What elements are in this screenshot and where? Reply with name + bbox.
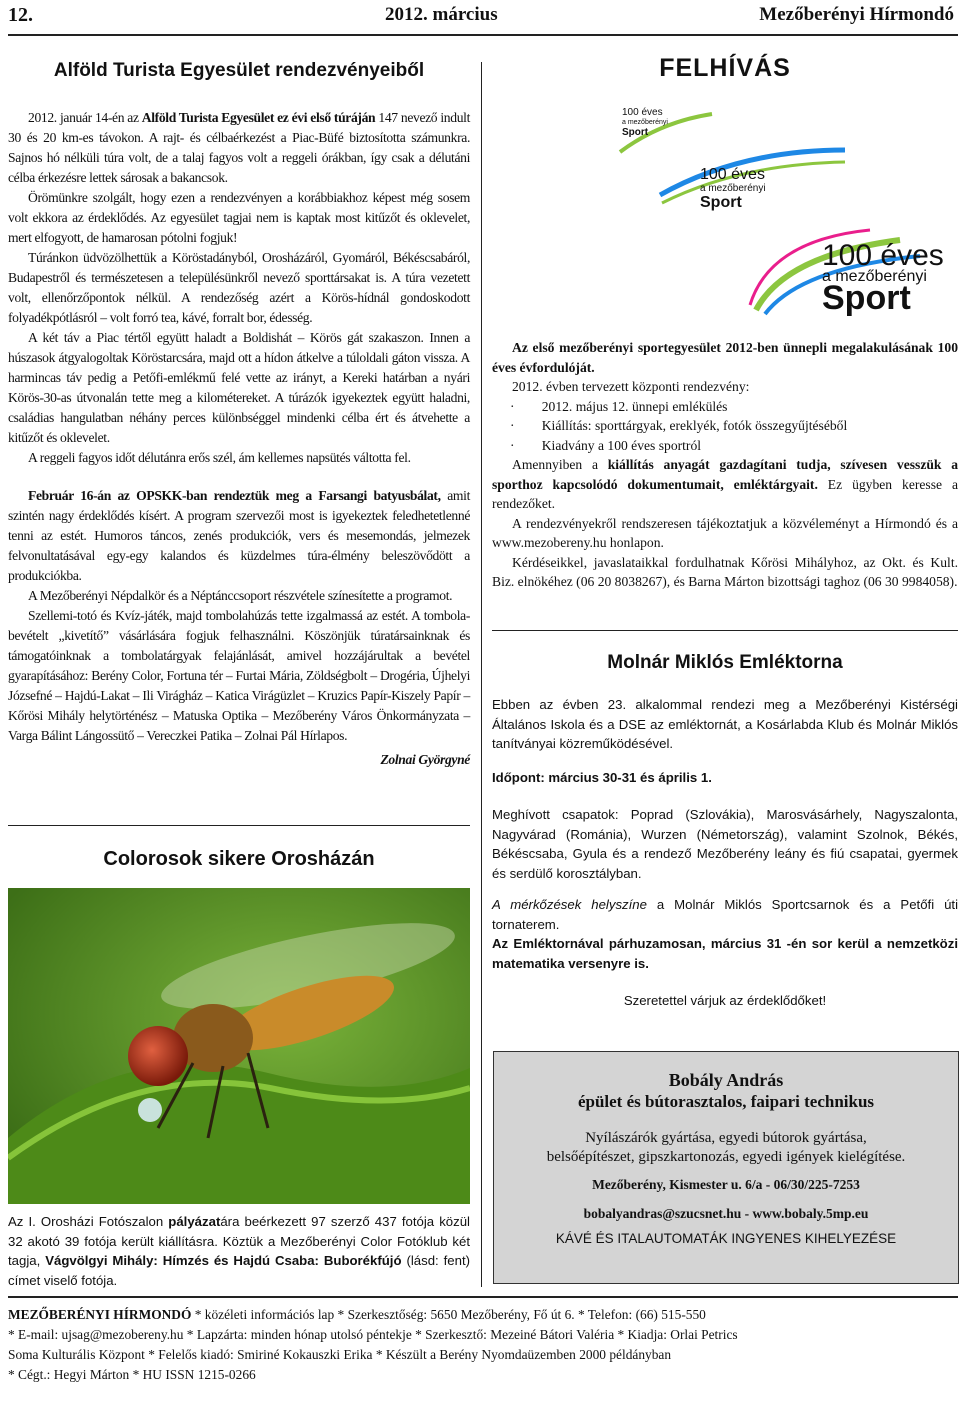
section-rule [492, 630, 958, 631]
section-title: Colorosok sikere Orosházán [103, 848, 375, 870]
article-paragraph: 2012. január 14-én az Alföld Turista Egyesület ez évi első túráján 147 nevező indult 30 és 20 km-es távokon. A rajt- és célbaérkezést a Piac-Büfé biztosította számunkra. Sajnos hó nélküli túra volt, de a talaj fagyos volt a reggeli órákban, így csak a délutáni célba érkezésre lettek sárosak a bakancsok. [8, 110, 471, 185]
ad-address: Mezőberény, Kismester u. 6/a - 06/30/225-7253 [592, 1177, 860, 1192]
ad-name: Bobály András [668, 1070, 784, 1090]
footer-line: Soma Kulturális Központ * Felelős kiadó: Smiriné Kokauszki Erika * Készült a Berény Nyomdaüzemben 2000 példányban [8, 1347, 672, 1362]
bullet-item: · Kiállítás: sporttárgyak, ereklyék, fotók összegyűjtéséből [510, 418, 848, 433]
ad-line: Nyílászárók gyártása, egyedi bútorok gyártása, [585, 1130, 867, 1146]
ad-trade: épület és bútorasztalos, faipari technikus [577, 1092, 875, 1111]
column-divider [481, 62, 482, 1287]
ad-line: belsőépítészet, gipszkartonozás, egyedi igények kielégítése. [546, 1149, 906, 1165]
footer-rule [8, 1296, 958, 1298]
contact-paragraph: Kérdéseikkel, javaslataikkal fordulhatnak Kőrösi Mihályhoz, az Okt. és Kult. Biz. elnökéhez (06 20 8038267), és Barna Márton bizottsági taghoz (06 30 9984058). [492, 554, 958, 589]
molnar-paragraph: Ebben az évben 23. alkalommal rendezi meg a Mezőberényi Kistérségi Általános Iskola és a DSE az emléktornát, a Kosárlabda Klub és Molnár Miklós tanítványai közreműködésével. [492, 697, 958, 751]
advertisement-box [493, 1051, 959, 1284]
fly-photo [8, 888, 470, 1204]
molnar-welcome: Szeretettel várjuk az érdeklődőket! [623, 993, 827, 1008]
footer-line: * E-mail: ujsag@mezobereny.hu * Lapzárta: minden hónap utolsó péntekje * Szerkesztő: Mezeiné Bátori Valéria * Kiadja: Orlai Petrics [8, 1327, 738, 1342]
molnar-title: Molnár Miklós Emléktorna [607, 652, 843, 673]
sport-logo-area [600, 100, 960, 318]
fly-illustration [8, 888, 470, 1204]
paper-name: Mezőberényi Hírmondó [759, 4, 954, 25]
ad-email: bobalyandras@szucsnet.hu - www.bobaly.5mp.eu [583, 1206, 869, 1221]
signature: Zolnai Györgyné [380, 752, 470, 767]
article-paragraph: A reggeli fagyos időt délutánra erős szél, ám kellemes napsütés váltotta fel. [28, 450, 411, 465]
logo-medium: 100 éves a mezőberényi Sport [700, 166, 766, 211]
info-paragraph: A rendezvényekről rendszeresen tájékoztatjuk a közvéleményt a Hírmondó és a www.mezobereny.hu honlapon. [492, 515, 958, 550]
section-rule [8, 825, 470, 826]
logo-small: 100 éves a mezőberényi Sport [622, 107, 668, 138]
article-title: Alföld Turista Egyesület rendezvényeiből [53, 60, 425, 81]
article-paragraph: Február 16-án az OPSKK-ban rendeztük meg a Farsangi batyusbálat, amit szintén nagy érdeklődés kísért. A program szervezői most is igyekeztek feledhetetlenné tenni az estét. Humoros táncos, zenés produkciók, vers és mesemondás, jelmezek felvonultatásával egy-egy kalandos és küzdelmes túra-élmény beleszövődött a produkciókba. [8, 488, 470, 583]
felhivas-body [492, 338, 958, 592]
footer-line: MEZŐBERÉNYI HÍRMONDÓ * közéleti információs lap * Szerkesztőség: 5650 Mezőberény, Fő út 6. * Telefon: (66) 515-550 [8, 1307, 706, 1322]
molnar-math: Az Emléktornával párhuzamosan, március 31 -én sor kerül a nemzetközi matematika versenyre is. [492, 936, 958, 971]
logo-large: 100 éves a mezőberényi Sport [822, 239, 944, 317]
felhivas-title: FELHÍVÁS [659, 54, 791, 82]
molnar-time: Időpont: március 30-31 és április 1. [492, 769, 712, 785]
footer-line: * Cégt.: Hegyi Márton * HU ISSN 1215-0266 [8, 1367, 256, 1382]
article-body [8, 108, 470, 770]
page-footer [8, 1305, 958, 1385]
photo-caption: Az I. Orosházi Fotószalon pályázatára beérkezett 97 szerző 437 fotója közül 32 akotó 39 fotója került kiállításra. Köztük a Mezőberényi Color Fotóklub két tagja, Vágvölgyi Mihály: Hímzés és Hajdú Csaba: Buborékfújó (lásd: fent) címet viselő fotója. [8, 1214, 471, 1288]
bullet-item: · 2012. május 12. ünnepi emlékülés [510, 398, 728, 414]
ask-paragraph: Amennyiben a kiállítás anyagát gazdagítani tudja, szívesen vesszük a sporthoz kapcsolódó dokumentumait, emléktárgyait. Ez ügyben keresse a rendezőket. [492, 457, 958, 511]
molnar-body [492, 695, 958, 1011]
bullet-item: · Kiadvány a 100 éves sportról [510, 437, 702, 453]
article-paragraph: A Mezőberényi Népdalkör és a Néptánccsoport részvétele színesítette a programot. [28, 588, 453, 603]
page-header [0, 0, 960, 34]
header-rule [8, 34, 958, 36]
intro: Az első mezőberényi sportegyesület 2012-ben ünnepli megalakulásának 100 éves évfordulóját. [492, 340, 958, 375]
issue-date: 2012. március [385, 4, 498, 25]
ad-coffee: KÁVÉ ÉS ITALAUTOMATÁK INGYENES KIHELYEZÉSE [555, 1231, 897, 1246]
article-paragraph: Szellemi-totó és Kvíz-játék, majd tombolahúzás tette izgalmassá az estét. A tombola-bevételt „kivetítő” vásárlására fogjuk felhasználni. Köszönjük túratársainknak és támogatóinknak a tombolatárgyak felajánlását, amivel hozzájárultak a bevétel gyarapításához: Berény Color, Fortuna tér – Furtai Mária, Zöldségbolt – Drogéria, Újhelyi Józsefné – Hajdú-Lakat – Ili Virágház – Katica Virágüzlet – Kruzics Papír-Kiszely Papír – Kőrösi Mihály helytörténész – Matuska Optika – Mezőberény Város Önkormányzata – Varga Bálint Lángossütő – Vereczkei Patika – Zolnai Pál Hírlapos. [8, 608, 470, 743]
article-paragraph: A két táv a Piac tértől együtt haladt a Boldishát – Körös gát szakaszon. Innen a húszasok átgyalogoltak Köröstarcsára, majd ott a hídon átkelve a túloldali gáton vissza. A harmincas táv pedig a Petőfi-emlékmű felé vette az irányt, a Kereki határban a nyári Körös-30-as útvonalán tette meg a kilométereket. A túrázók igyekeztek együtt haladni, családias hangulatban néhány perces különbséggel mindenki célba ért és átvehette a kitűzőt és oklevelet. [8, 330, 470, 445]
article-paragraph: Túránkon üdvözölhettük a Köröstadányból, Orosházáról, Gyomáról, Békéscsabáról, Budapestről és természetesen a településünkről nevező sporttársakat is. A túra vezetett volt, ellenőrzőpontok nélkül. A rendezőség azért a Körös-hídnál gondoskodott folyadékpótlásról – volt forró tea, kávé, forralt bor, édesség. [8, 250, 470, 325]
planned: 2012. évben tervezett központi rendezvény: [512, 379, 750, 394]
molnar-teams: Meghívott csapatok: Poprad (Szlovákia), Marosvásárhely, Nagyszalonta, Nagyvárad (Románia), Wurzen (Németország), valamint Szolnok, Békés, Békéscsaba, Gyula és a rendező Mezőberény leány és fiú csapatai, gyermek és serdülő korosztályban. [492, 807, 958, 881]
molnar-place: A mérkőzések helyszíne a Molnár Miklós Sportcsarnok és a Petőfi úti tornaterem. [492, 897, 958, 932]
left-column [8, 46, 470, 770]
article-paragraph: Örömünkre szolgált, hogy ezen a rendezvényen a korábbiakhoz képest még sosem volt ekkora az érdeklődés. Az egyesület tagjai nem is kaptak most kitűzőt és oklevelet, mert elfogyott, de hamarosan pótolni fogjuk! [8, 190, 470, 245]
page-number: 12. [8, 4, 33, 26]
